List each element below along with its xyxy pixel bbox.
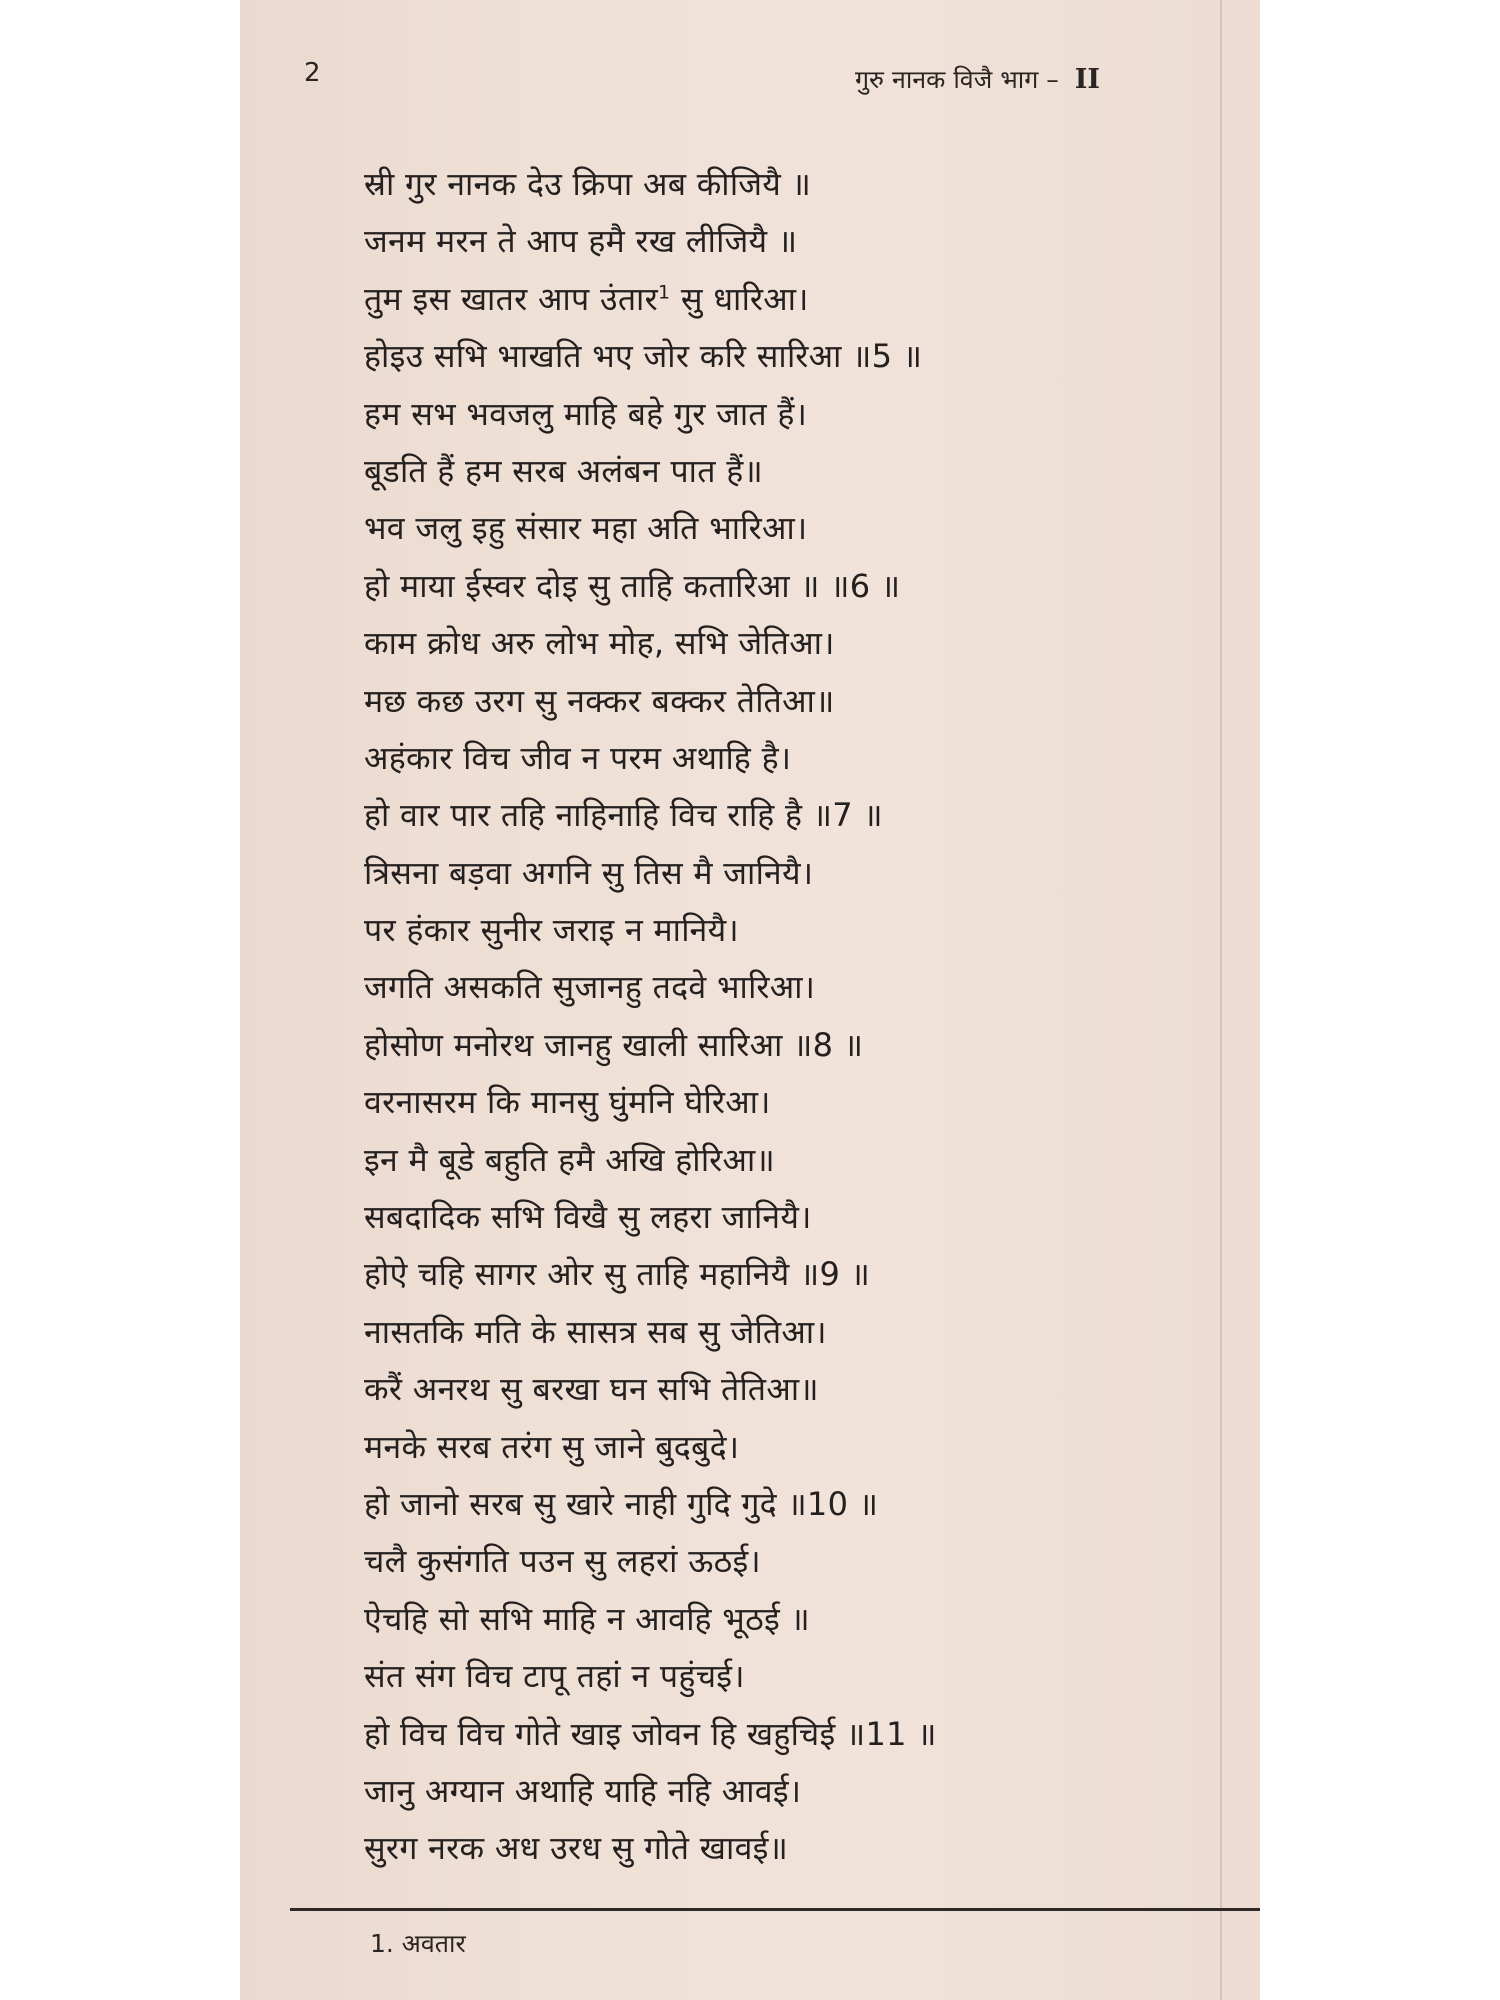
verse-line: होसोण मनोरथ जानहु खाली सारिआ ॥8 ॥ — [364, 1025, 864, 1064]
verse-line: ऐचहि सो सभि माहि न आवहि भूठई ॥ — [364, 1599, 810, 1638]
verse-line — [364, 271, 937, 328]
running-head — [855, 62, 1100, 96]
running-title: गुरु नानक विजै भाग – — [854, 65, 1059, 94]
volume-number: II — [1074, 64, 1100, 95]
verse-line: सबदादिक सभि विखै सु लहरा जानियै। — [364, 1198, 812, 1237]
verse-line: अहंकार विच जीव न परम अथाहि है। — [364, 738, 792, 777]
show-through-text — [970, 380, 1260, 1780]
verse-line: चलै कुसंगति पउन सु लहरां ऊठई। — [364, 1542, 761, 1581]
page-number: 2 — [304, 58, 321, 88]
verse-line: काम क्रोध अरु लोभ मोह, सभि जेतिआ। — [364, 624, 835, 663]
verse-text: सु धारिआ। — [670, 279, 809, 318]
verse-line: जगति असकति सुजानहु तदवे भारिआ। — [364, 968, 816, 1007]
verse-line: होऐ चहि सागर ओर सु ताहि महानियै ॥9 ॥ — [364, 1255, 871, 1294]
verse-line: नासतकि मति के सासत्र सब सु जेतिआ। — [364, 1312, 827, 1351]
verse-line: बूडति हैं हम सरब अलंबन पात हैं॥ — [364, 451, 764, 490]
verse-line: हो वार पार तहि नाहिनाहि विच राहि है ॥7 ॥ — [364, 796, 883, 835]
verse-line: जनम मरन ते आप हमै रख लीजियै ॥ — [364, 222, 798, 261]
verse-text: तुम इस खातर आप उंतार — [364, 279, 659, 318]
verse-line: हो विच विच गोते खाइ जोवन हि खहुचिई ॥11 ॥ — [364, 1714, 937, 1753]
verse-line: सुरग नरक अध उरध सु गोते खावई॥ — [364, 1829, 789, 1868]
verse-line: इन मै बूडे बहुति हमै अखि होरिआ॥ — [364, 1140, 775, 1179]
verse-line: हो माया ईस्वर दोइ सु ताहि कतारिआ ॥ ॥6 ॥ — [364, 566, 901, 605]
verse-line: होइउ सभि भाखति भए जोर करि सारिआ ॥5 ॥ — [364, 337, 923, 376]
verse-line: त्रिसना बड़वा अगनि सु तिस मै जानियै। — [364, 853, 814, 892]
footnote-marker: 1 — [658, 281, 671, 304]
footnote-divider — [290, 1908, 1260, 1911]
verse-line: हो जानो सरब सु खारे नाही गुदि गुदे ॥10 ॥ — [364, 1484, 879, 1523]
verse-line: मछ कछ उरग सु नक्कर बक्कर तेतिआ॥ — [364, 681, 835, 720]
verse-line: वरनासरम कि मानसु घुंमनि घेरिआ। — [364, 1083, 771, 1122]
verse-list — [364, 156, 937, 1878]
verse-line: करैं अनरथ सु बरखा घन सभि तेतिआ॥ — [364, 1370, 819, 1409]
verse-line: पर हंकार सुनीर जराइ न मानियै। — [364, 911, 739, 950]
verse-line: संत संग विच टापू तहां न पहुंचई। — [364, 1657, 745, 1696]
verse-line: जानु अग्यान अथाहि याहि नहि आवई। — [364, 1771, 802, 1810]
verse-line: भव जलु इहु संसार महा अति भारिआ। — [364, 509, 808, 548]
book-page — [240, 0, 1260, 2000]
verse-line: मनके सरब तरंग सु जाने बुदबुदे। — [364, 1427, 740, 1466]
verse-line: हम सभ भवजलु माहि बहे गुर जात हैं। — [364, 394, 808, 433]
footnote: 1. अवतार — [370, 1929, 466, 1958]
page-fold-shadow — [1220, 0, 1222, 2000]
verse-line: स्री गुर नानक देउ क्रिपा अब कीजियै ॥ — [364, 165, 812, 203]
